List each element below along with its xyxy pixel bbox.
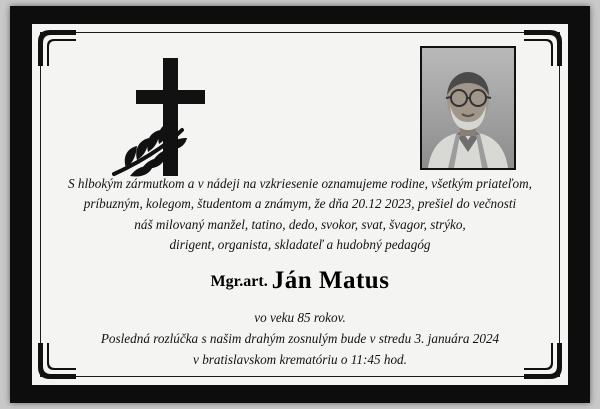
outer-border-frame [10,6,590,403]
deceased-name-title: Mgr.art. [210,273,268,290]
notice-closing-line-3: v bratislavskom krematóriu o 11:45 hod. [193,352,407,368]
deceased-name-block [32,267,568,295]
notice-card [32,24,568,385]
notice-intro-line-1: S hlbokým zármutkom a v nádeji na vzkriesenie oznamujeme rodine, všetkým priateľom, [68,176,532,191]
notice-closing-line-1: vo veku 85 rokov. [254,310,346,325]
deceased-name: Ján Matus [271,267,390,294]
portrait-photo [420,46,516,170]
notice-intro-line-3: náš milovaný manžel, tatino, dedo, svokor, svat, švagor, strýko, [134,216,466,232]
notice-intro-line-2: príbuzným, kolegom, študentom a známym, že dňa 20.12 2023, prešiel do večnosti [83,196,517,212]
corner-ornament-top-right [518,28,564,68]
notice-closing-line-2: Posledná rozlúčka s našim drahým zosnulým bude v stredu 3. januára 2024 [100,331,500,347]
corner-ornament-top-left [36,28,82,68]
notice-intro-text [52,174,548,256]
cross-with-palm-branch-icon [106,52,236,182]
notice-intro-line-4: dirigent, organista, skladateľ a hudobný pedagóg [169,237,431,253]
notice-closing-text [52,307,548,370]
